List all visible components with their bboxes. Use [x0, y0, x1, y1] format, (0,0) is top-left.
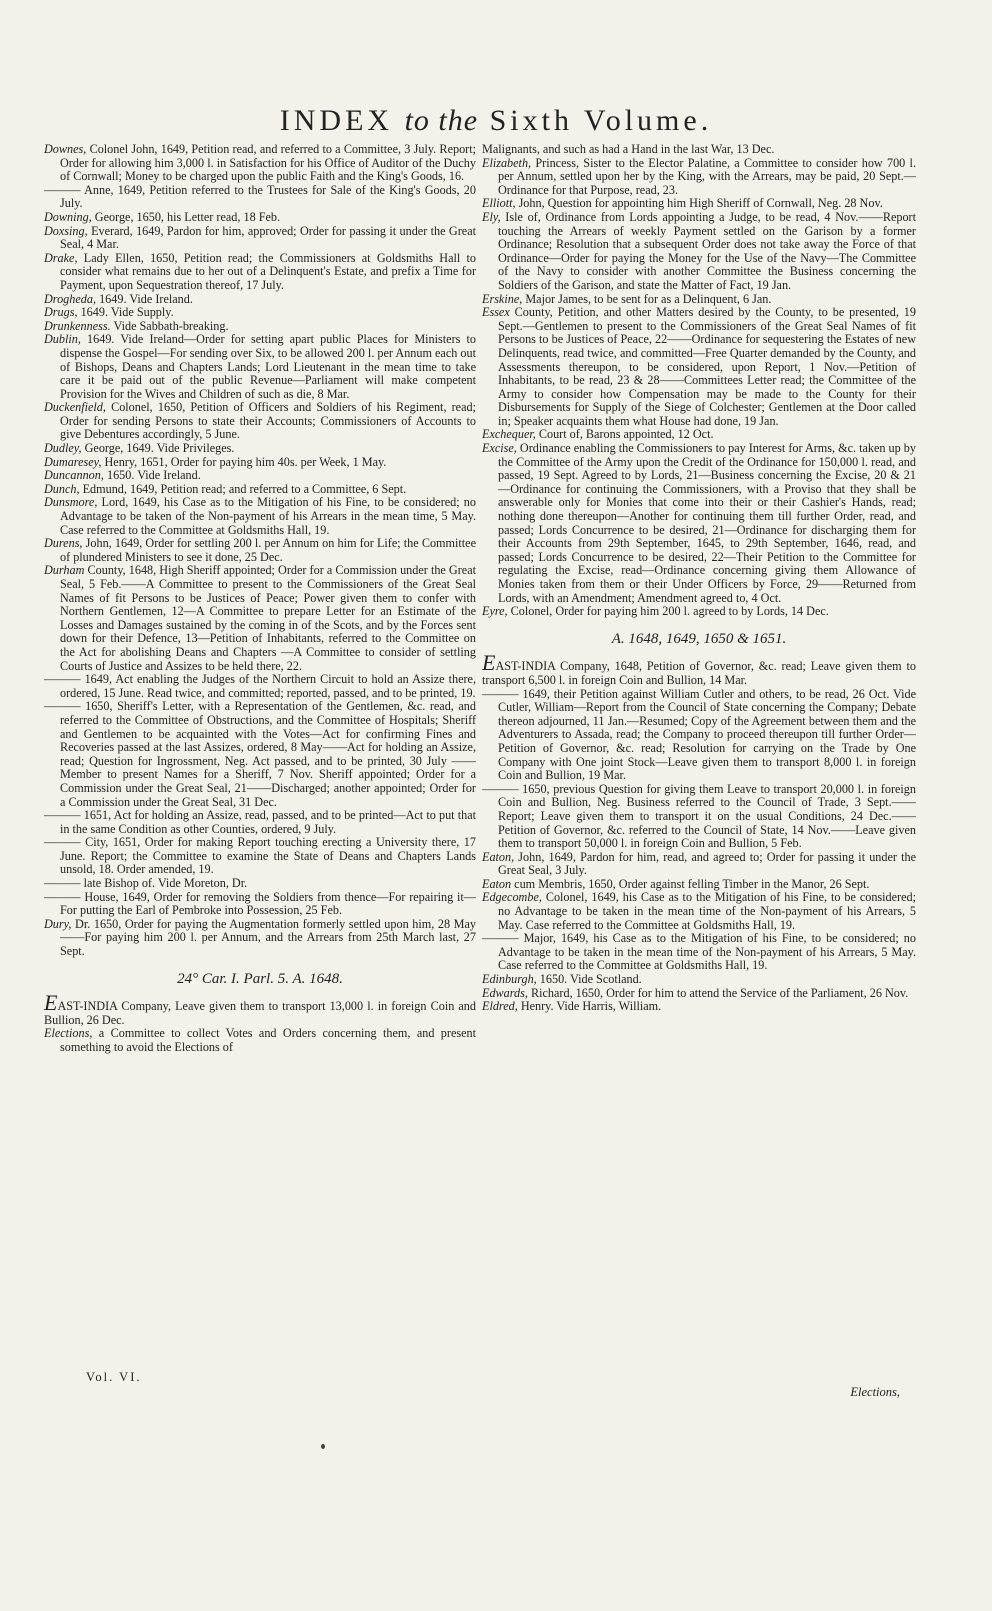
entry-text: ——— 1651, Act for holding an Assize, read, passed, and to be printed—Act to put that in the same Condition as other Counties, ordered, 9 July. — [44, 808, 476, 836]
entry-text: a Committee to collect Votes and Orders concerning them, and present something to avoid the Elections of — [60, 1026, 476, 1054]
index-entry — [44, 836, 476, 877]
index-entry — [44, 483, 476, 497]
entry-text: County, Petition, and other Matters desired by the County, to be presented, 19 Sept.—Gentlemen to present to the Commissioners of the Great Seal Names of fit Persons to be Justices of Peace, 22——Ordinance for sequestering the Estates of new Delinquents, read twice, and committed—Free Quarter demanded by the County, and Assessments thereupon, to be considered, upon Report, 1 Nov.—Petition of Inhabitants, to be read, 23 & 28——Committees Letter read; the Committee of the Army to consider how Compensation may be made to the County for their Disbursements for Supply of the Siege of Colchester; Gentlemen at the Door called in; Speaker acquaints them what House had done, 19 Jan. — [498, 305, 916, 428]
index-entry — [44, 496, 476, 537]
index-entry — [482, 157, 916, 198]
index-entry — [482, 688, 916, 783]
entry-text: Vide Sabbath-breaking. — [110, 318, 229, 333]
index-entry — [482, 891, 916, 932]
entry-text: 1650. Vide Ireland. — [103, 468, 201, 483]
title-index: INDEX — [279, 104, 394, 137]
entry-text: Edmund, 1649, Petition read; and referred to a Committee, 6 Sept. — [79, 481, 407, 496]
index-entry — [44, 891, 476, 918]
entry-heading: Downing, — [44, 209, 92, 224]
entry-text: ——— City, 1651, Order for making Report touching erecting a University there, 17 June. Report; the Committee to examine the State of Deans and Chapters Lands unsold, 18. Order amended, 19. — [44, 835, 476, 877]
index-entry — [44, 401, 476, 442]
entry-text: County, 1648, High Sheriff appointed; Order for a Commission under the Great Seal, 5 Feb.——A Committee to present to the Commissioners of the Great Seal Names of fit Persons to be Justices of Peace; Power given them to confer with Northern Gentlemen, 12—A Committee to prepare Letter for an Estimate of the Losses and Damages sustained by the coming in of the Scots, and by the Forces sent down for their Defence, 13—Petition of Inhabitants, referred to the Committee on the Act for abolishing Deans and Chapters —A Committee to consider of settling Courts of Justice and Assizes to be held there, 22. — [60, 563, 476, 673]
entry-text: George, 1650, his Letter read, 18 Feb. — [91, 209, 281, 224]
index-entry — [44, 333, 476, 401]
index-entry — [482, 973, 916, 987]
entry-text: John, 1649, Pardon for him, read, and agreed to; Order for passing it under the Great Seal, 3 July. — [498, 849, 916, 878]
index-entry — [482, 650, 916, 687]
index-entry — [44, 673, 476, 700]
entry-text: Colonel, 1650, Petition of Officers and Soldiers of his Regiment, read; Order for sending Persons to state their Accounts; Commissioners of Accounts to give Debentures accordingly, 5 June. — [60, 400, 476, 442]
entry-text: 1649. Vide Ireland. — [96, 291, 193, 306]
entry-heading: Eaton — [482, 876, 512, 891]
entry-text: Lord, 1649, his Case as to the Mitigation of his Fine, to be considered; no Advantage to be taken of the Non-payment of his Arrears in the mean time, 5 May. Case referred to the Committee at Goldsmiths Hall, 19. — [60, 495, 476, 537]
index-entry — [482, 442, 916, 605]
entry-text: Dr. 1650, Order for paying the Augmentation formerly settled upon him, 28 May——For paying him 200 l. per Annum, and the Arrears from 25th March last, 27 Sept. — [60, 916, 476, 959]
entry-heading: Edinburgh, — [482, 972, 537, 987]
index-entry — [482, 783, 916, 851]
entry-text: John, 1649, Order for settling 200 l. per Annum on him for Life; the Committee of plundered Ministers to see it done, 25 Dec. — [60, 536, 476, 564]
entry-text: Court of, Barons appointed, 12 Oct. — [535, 427, 714, 442]
entry-text: ——— 1649, their Petition against William Cutler and others, to be read, 26 Oct. Vide Cutler, William—Report from the Council of State concerning the Company; Debate thereon adjourned, 11 Jan.—Resumed; Copy of the Agreement between them and the Adventurers to Assada, read; the Company to proceed thereupon till further Order—Petition of Governor, &c. read; Resolution for carrying on the Trade by One Company with One joint Stock—Leave given them to transport 8,000 l. in foreign Coin and Bullion, 19 Mar. — [482, 686, 916, 783]
index-entry — [482, 211, 916, 293]
index-entry — [44, 877, 476, 891]
entry-text: Lady Ellen, 1650, Petition read; the Commissioners at Goldsmiths Hall to consider what remains due to her out of a Delinquent's Estate, and prefix a Time for Payment, upon Sequestration thereof, 17 July. — [60, 250, 476, 292]
index-entry — [482, 932, 916, 973]
index-entry — [44, 320, 476, 334]
entry-heading: Eaton, — [482, 849, 515, 864]
index-entry — [44, 225, 476, 252]
entry-heading: Drunkenness. — [44, 318, 111, 333]
index-entry — [44, 564, 476, 673]
entry-heading: Drugs, — [44, 305, 78, 320]
index-entry — [44, 252, 476, 293]
entry-heading: Elizabeth, — [482, 155, 532, 170]
volume-signature: Vol. VI. — [86, 1370, 142, 1384]
index-entry — [44, 809, 476, 836]
page-title — [0, 104, 992, 138]
index-entry — [482, 293, 916, 307]
entry-text: John, Question for appointing him High Sheriff of Cornwall, Neg. 28 Nov. — [515, 196, 883, 211]
entry-heading: Eldred, — [482, 999, 518, 1014]
index-entry — [482, 851, 916, 878]
entry-heading: Duckenfield, — [44, 400, 106, 415]
entry-heading: Elections, — [44, 1026, 93, 1041]
entry-text: Everard, 1649, Pardon for him, approved; Order for passing it under the Great Seal, 4 Mar. — [60, 223, 476, 252]
entry-heading: Dudley, — [44, 441, 82, 456]
entry-heading: Elliott, — [482, 196, 516, 211]
entry-heading: Doxsing, — [44, 223, 88, 238]
index-entry — [482, 306, 916, 428]
entry-text: Colonel, Order for paying him 200 l. agreed to by Lords, 14 Dec. — [507, 604, 829, 619]
index-entry — [44, 184, 476, 211]
entry-heading: Drake, — [44, 250, 78, 265]
entry-heading: Dublin, — [44, 332, 81, 347]
index-entry — [44, 469, 476, 483]
index-entry — [482, 1000, 916, 1014]
entry-heading: Durens, — [44, 536, 83, 551]
entry-text: AST-INDIA Company, 1648, Petition of Governor, &c. read; Leave given them to transport 6,500 l. in foreign Coin and Bullion, 14 Mar. — [482, 659, 916, 687]
entry-heading: Duncannon, — [44, 468, 104, 483]
left-column — [44, 143, 476, 1055]
entry-heading: Ely, — [482, 209, 501, 224]
catchword: Elections, — [850, 1385, 900, 1399]
entry-text: Princess, Sister to the Elector Palatine, a Committee to consider how 700 l. per Annum, settled upon her by the King, with the Arrears, may be paid, 20 Sept.—Ordinance for that Purpose, read, 23. — [498, 155, 916, 197]
entry-text: Henry. Vide Harris, William. — [517, 999, 662, 1014]
entry-text: Henry, 1651, Order for paying him 40s. per Week, 1 May. — [101, 454, 387, 469]
entry-heading: Erskine, — [482, 291, 523, 306]
entry-text: ——— Major, 1649, his Case as to the Mitigation of his Fine, to be considered; no Advantage to be taken in the mean time of the Non-payment of his Arrears, 5 May. Case referred to the Committee at Goldsmiths Hall, 19. — [482, 931, 916, 973]
entry-heading: Durham — [44, 563, 85, 578]
entry-text: 1649. Vide Supply. — [77, 305, 174, 320]
index-entry — [44, 537, 476, 564]
entry-text: ——— Anne, 1649, Petition referred to the Trustees for Sale of the King's Goods, 20 July. — [44, 182, 476, 211]
index-entry — [482, 878, 916, 892]
title-to-the: to the — [404, 104, 479, 137]
entry-text: 1650. Vide Scotland. — [536, 972, 642, 987]
section-heading: A. 1648, 1649, 1650 & 1651. — [611, 630, 787, 647]
index-entry — [482, 987, 916, 1001]
entry-text: ——— 1650, previous Question for giving them Leave to transport 20,000 l. in foreign Coin and Bullion, Neg. Business referred to the Council of Trade, 3 Sept.——Report; Leave given them to transport it on the usual Conditions, 24 Dec.—— Petition of Governor, &c. referred to the Council of State, 14 Nov.——Leave given them to transport 50,000 l. in foreign Coin and Bullion, 5 Feb. — [482, 781, 916, 851]
entry-heading: Edwards, — [482, 985, 528, 1000]
index-entry — [44, 990, 476, 1027]
index-entry — [44, 211, 476, 225]
index-entry — [44, 700, 476, 809]
drop-cap: E — [482, 650, 496, 676]
index-entry — [482, 197, 916, 211]
entry-heading: Drogheda, — [44, 291, 97, 306]
index-entry — [482, 143, 916, 157]
entry-heading: Edgecombe, — [482, 890, 542, 905]
index-entry — [44, 143, 476, 184]
entry-heading: Dury, — [44, 916, 72, 931]
entry-heading: Downes, — [44, 142, 87, 156]
entry-text: Colonel John, 1649, Petition read, and referred to a Committee, 3 July. Report; Order for allowing him 3,000 l. in Satisfaction for his Office of Auditor of the Duchy of Cornwall; Money to be charged upon the public Faith and the King's Goods, 16. — [60, 142, 476, 184]
entry-text: Colonel, 1649, his Case as to the Mitigation of his Fine, to be considered; no Advantage to be taken in the mean time of the Non-payment of his Arrears, 5 May. Case referred to the Committee at Goldsmiths Hall, 19. — [498, 890, 916, 932]
entry-text: Isle of, Ordinance from Lords appointing a Judge, to be read, 4 Nov.——Report touching the Arrears of weekly Payment settled on the Garison by a former Ordinance; Resolution that a subsequent Order does not take away the Force of that Ordinance—Order for paying the Money for the Use of the Navy—The Committee of the Navy to consider with another Committee the Business concerning the Soldiers of the Garison, and state the Matter of Fact, 19 Jan. — [498, 209, 916, 292]
title-volume: Sixth Volume. — [489, 104, 713, 137]
entry-heading: Eyre, — [482, 604, 508, 619]
right-column — [482, 143, 916, 1014]
entry-text: ——— late Bishop of. Vide Moreton, Dr. — [44, 876, 248, 891]
entry-text: ——— 1649, Act enabling the Judges of the Northern Circuit to hold an Assize there, ordered, 15 June. Read twice, and committed; reported, passed, and to be printed, 19. — [44, 672, 476, 700]
index-entry — [44, 442, 476, 456]
entry-heading: Dunsmore, — [44, 495, 98, 510]
entry-text: Malignants, and such as had a Hand in the last War, 13 Dec. — [482, 142, 775, 156]
entry-text: Richard, 1650, Order for him to attend the Service of the Parliament, 26 Nov. — [527, 985, 909, 1000]
index-entry — [44, 1027, 476, 1054]
index-entry — [44, 306, 476, 320]
entry-heading: Excise, — [482, 441, 517, 456]
index-entry — [44, 456, 476, 470]
entry-text: cum Membris, 1650, Order against felling Timber in the Manor, 26 Sept. — [511, 876, 870, 891]
entry-heading: Essex — [482, 305, 510, 320]
entry-text: Major James, to be sent for as a Delinquent, 6 Jan. — [522, 291, 772, 306]
entry-text: AST-INDIA Company, Leave given them to transport 13,000 l. in foreign Coin and Bullion, 26 Dec. — [44, 999, 476, 1027]
index-entry — [482, 605, 916, 619]
index-entry — [482, 428, 916, 442]
entry-text: ——— 1650, Sheriff's Letter, with a Representation of the Gentlemen, &c. read, and referred to the Committee of Obstructions, and the Committee of Hospitals; Sheriff and Gentlemen to be acquainted with the Votes—Act for confirming Fines and Recoveries passed at the last Assizes, ordered, 8 May——Act for holding an Assize, read; Question for Ingrossment, Neg. Act passed, and to be printed, 30 July ——Member to present Names for a Sheriff, 7 Nov. Sheriff appointed; Order for a Commission under the Great Seal, 21——Discharged; another appointed; Order for a Commission under the Great Seal, 31 Dec. — [44, 699, 476, 809]
entry-text: ——— House, 1649, Order for removing the Soldiers from thence—For repairing it—For putting the Earl of Pembroke into Possession, 25 Feb. — [44, 889, 476, 918]
section-heading: 24° Car. I. Parl. 5. A. 1648. — [177, 970, 343, 987]
index-entry — [44, 293, 476, 307]
entry-text: Ordinance enabling the Commissioners to pay Interest for Arms, &c. taken up by the Committee of the Army upon the Credit of the Ordinance for 150,000 l. read, and passed, 19 Sept. Agreed to by Lords, 21—Business concerning the Excise, 20 & 21—Ordinance for continuing the Commissioners, with a Proviso that they shall be answerable only for Monies that come into their or their Cashier's Hands, read; nothing done thereupon—Another for continuing them till further Order, read, and passed; Lords Concurrence to be desired, 21—Ordinance for discharging them for their Accounts from 29th September, 1645, to 29th September, 1646, read, and passed; Lords Concurrence to be desired, 22—Their Petition to the Committee for regulating the Excise, read—Ordinance concerning giving them Allowance of Monies taken from them or their Under Officers by Force, 29——Returned from Lords, with an Amendment; Amendment agreed to, 4 Oct. — [498, 441, 916, 605]
drop-cap: E — [44, 990, 58, 1016]
index-entry — [44, 918, 476, 959]
entry-heading: Exchequer, — [482, 427, 536, 442]
entry-heading: Dunch, — [44, 481, 80, 496]
page-mark — [321, 1444, 325, 1449]
entry-text: 1649. Vide Ireland—Order for setting apart public Places for Ministers to dispense the Gospel—For sending over Six, to be allowed 200 l. per Annum each out of Bishops, Deans and Chapters Lands; Lord Lieutenant in the mean time to take care it be paid out of the public Revenue—Parliament will make competent Provision for the Wives and Children of such as die, 8 Mar. — [60, 332, 476, 401]
entry-heading: Dumaresey, — [44, 454, 102, 469]
entry-text: George, 1649. Vide Privileges. — [81, 441, 235, 456]
